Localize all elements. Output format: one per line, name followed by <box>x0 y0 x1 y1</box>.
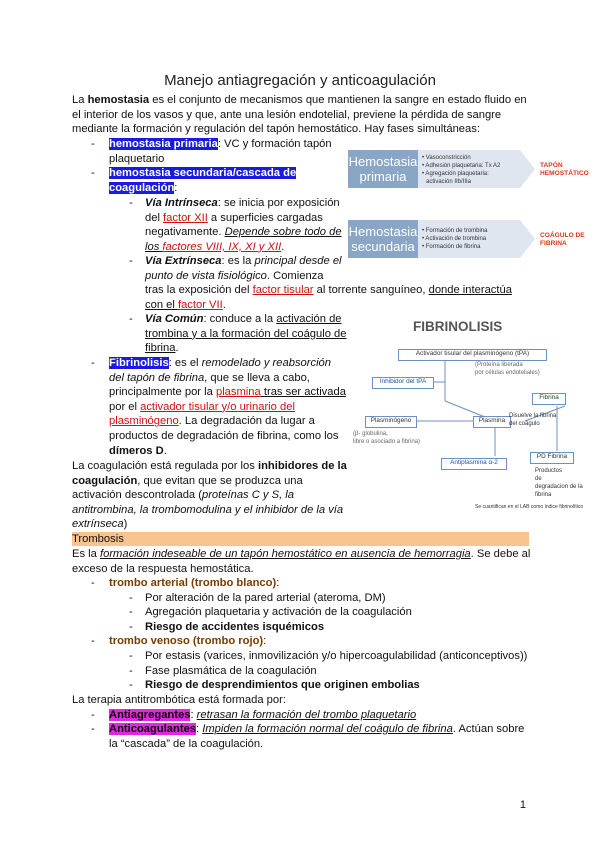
text: es el conjunto de mecanismos que mantienen la sangre en estado fluido en <box>149 94 527 106</box>
text: • Vasoconstricción <box>422 155 471 161</box>
text: trombina y a la formación del coágulo de <box>145 327 347 340</box>
text: • Agregación plaquetaria: <box>422 171 489 177</box>
bullet-dash: - <box>91 167 95 179</box>
page-number: 1 <box>519 799 526 811</box>
disuelve-note <box>509 412 556 428</box>
text: activación descontrolada ( <box>72 489 202 502</box>
page-title: Manejo antiagregación y anticoagulación <box>164 72 436 89</box>
text: : es la <box>221 255 255 267</box>
bullet-dash: - <box>91 635 95 647</box>
text: degradacion de la <box>535 484 583 490</box>
primaria-items <box>422 154 500 186</box>
list-item: Por estasis (varices, inmovilización y/o hipercoagulabilidad (anticonceptivos)) <box>145 650 528 662</box>
text: donde interactúa <box>428 284 512 296</box>
term-trombo-venoso: trombo venoso (trombo rojo) <box>109 635 264 647</box>
term-activador-tisular: activador tisular y/o urinario del <box>140 400 295 413</box>
text: antitrombina, la trombomodulina y el inhibidor de la vía <box>72 503 344 516</box>
box-hemostasia-primaria <box>348 150 418 188</box>
text: tras ser activada <box>260 386 346 399</box>
text: FIBRINA <box>540 240 567 247</box>
item-fibrinolisis <box>109 356 349 458</box>
text: productos de degradación de fibrina, como los <box>109 429 339 442</box>
term-via-comun: Vía Común <box>145 313 204 325</box>
pd-note <box>535 467 583 499</box>
text: . Comienza <box>266 269 324 282</box>
node-fibrina: Fibrina <box>532 393 566 405</box>
bullet-dash: - <box>91 357 95 369</box>
node-tpa: Activador tisular del plasminógeno (tPA) <box>398 349 547 361</box>
text: del tapón de fibrina <box>109 371 205 384</box>
text: Impiden la formación normal del coágulo de fibrina <box>202 723 453 735</box>
item-anticoagulantes <box>109 722 539 751</box>
text: . La degradación da lugar a <box>178 415 315 428</box>
text: : conduce a la <box>203 313 277 325</box>
text: Productos <box>535 468 563 474</box>
term-factor-xii: factor XII <box>163 211 208 224</box>
bullet-dash: - <box>91 577 95 589</box>
bullet-dash: - <box>129 665 133 677</box>
text: La coagulación está regulada por los <box>72 460 258 472</box>
text: la “cascada” de la coagulación. <box>109 737 264 750</box>
text: : es el <box>168 357 202 369</box>
fibrinolisis-diagram <box>345 316 595 516</box>
bullet-dash: - <box>129 606 133 618</box>
term-antiagregantes: Antiagregantes <box>109 709 191 721</box>
item-trombo-arterial <box>109 576 279 591</box>
term-anticoagulantes: Anticoagulantes <box>109 723 197 735</box>
text: principalmente por la <box>109 386 216 399</box>
text: proteínas C y S, la <box>201 489 295 502</box>
text: tras la exposición del <box>145 284 253 296</box>
text: de <box>535 476 542 482</box>
secundaria-items <box>422 227 487 251</box>
result-tapon <box>540 162 589 178</box>
text: . <box>175 342 179 355</box>
term-trombo-arterial: trombo arterial (trombo blanco) <box>109 577 277 589</box>
item-via-intrinseca <box>145 196 355 254</box>
list-item: Fase plasmática de la coagulación <box>145 665 317 677</box>
node-pd-fibrina: PD Fibrina <box>530 452 574 464</box>
fibrinolisis-footer: Se cuantifican en el LAB como índice fibrinolítico <box>475 504 584 510</box>
list-item: Agregación plaquetaria y activación de la coagulación <box>145 606 412 618</box>
text: ) <box>123 518 128 531</box>
node-plasminogeno: Plasminógeno <box>365 416 417 428</box>
term-hemostasia: hemostasia <box>87 94 150 106</box>
text: principal desde el <box>254 255 342 267</box>
list-item: Riesgo de accidentes isquémicos <box>145 621 325 633</box>
bullet-dash: - <box>129 650 133 662</box>
text: : VC y formación tapón <box>217 138 332 150</box>
text: fibrina <box>535 492 552 498</box>
bullet-dash: - <box>129 592 133 604</box>
bullet-dash: - <box>129 621 133 633</box>
term-factores: factores VIII, IX, XI y XII <box>162 240 282 253</box>
text: • Activación de trombina <box>422 236 487 242</box>
bullet-dash: - <box>129 313 133 325</box>
bullet-dash: - <box>91 138 95 150</box>
term-hemostasia-primaria: hemostasia primaria <box>109 138 218 150</box>
text: : <box>196 723 203 735</box>
term-inhibidores: inhibidores de la <box>257 460 347 472</box>
text: , que evitan que se produzca una <box>137 474 303 487</box>
text: por células endoteliales) <box>475 370 540 376</box>
text: los <box>145 240 163 253</box>
term-hemostasia-secundaria: hemostasia secundaria/cascada de <box>109 167 297 179</box>
text: del <box>145 211 164 224</box>
text: Disuelve la fibrina <box>509 413 557 419</box>
text: La <box>72 94 88 106</box>
regulation-paragraph <box>72 459 362 532</box>
node-antiplasmina: Antiplasmina α-2 <box>441 458 507 470</box>
term-via-extrinseca: Vía Extrínseca <box>145 255 222 267</box>
text: formación indeseable de un tapón hemostático en ausencia de hemorragia <box>99 548 471 560</box>
text: • Formación de fibrina <box>422 244 481 250</box>
text: : <box>276 577 280 589</box>
fibrinolisis-title: FIBRINOLISIS <box>413 319 503 334</box>
term-plasmina: plasmina <box>215 386 261 399</box>
tpa-note <box>475 361 540 377</box>
text: activación de <box>276 313 342 325</box>
item-via-comun <box>145 312 355 356</box>
term-plasminogeno: plasminógeno <box>109 415 179 428</box>
term-factor-tisular: factor tisular <box>252 284 314 296</box>
trombosis-paragraph <box>72 547 532 576</box>
text: del coágulo <box>509 421 540 427</box>
term-via-intrinseca: Vía Intrínseca <box>145 197 218 209</box>
text: exceso de la respuesta hemostática. <box>72 562 254 575</box>
text: • Adhesión plaquetaria: Tx A2 <box>422 163 501 169</box>
item-antiagregantes <box>109 708 416 723</box>
text: : <box>190 709 197 721</box>
text: con el <box>145 298 178 311</box>
term-factor-vii: factor VII <box>177 298 223 311</box>
bullet-dash: - <box>91 709 95 721</box>
bullet-dash: - <box>129 197 133 209</box>
text: . <box>281 240 285 253</box>
term-coagulacion: coagulación <box>72 474 138 487</box>
text: . Se debe al <box>470 548 531 560</box>
text: HEMOSTÁTICO <box>540 170 589 177</box>
text: primaria <box>359 169 407 184</box>
text: . Actúan sobre <box>452 723 525 735</box>
text: : <box>263 635 267 647</box>
text: secundaria <box>351 239 415 254</box>
text: , que se lleva a cabo, <box>204 371 310 384</box>
text: TAPÓN <box>540 162 563 169</box>
text: punto de vista fisiológico <box>145 269 267 282</box>
plasminogeno-note <box>353 430 420 446</box>
item-via-extrinseca-cont <box>145 283 525 312</box>
term-coagulacion: coagulación <box>109 181 175 194</box>
result-coagulo <box>540 232 585 248</box>
text: negativamente. <box>145 226 225 239</box>
hemostasia-diagram <box>345 145 595 270</box>
list-item: Riesgo de desprendimientos que originen embolias <box>145 679 420 691</box>
text: mediante la formación y regulación del tapón hemostático. Hay fases simultáneas: <box>72 123 480 136</box>
text: libre o asociado a fibrina) <box>353 439 421 445</box>
text: : se inicia por exposición <box>217 197 340 209</box>
text: . <box>163 444 167 457</box>
text: (β- globulina, <box>353 431 388 437</box>
text: al torrente sanguíneo, <box>313 284 429 296</box>
term-fibrinolisis: Fibrinolisis <box>109 357 169 369</box>
text: COÁGULO DE <box>540 232 585 239</box>
node-plasmina: Plasmina <box>473 416 511 428</box>
text: plaquetario <box>109 152 165 165</box>
bullet-dash: - <box>129 255 133 267</box>
item-via-extrinseca <box>145 254 365 283</box>
text: a superficies cargadas <box>207 211 323 224</box>
bullet-dash: - <box>91 723 95 735</box>
item-primaria <box>109 137 349 166</box>
section-heading-trombosis: Trombosis <box>72 533 124 545</box>
list-item: Por alteración de la pared arterial (ateroma, DM) <box>145 592 386 604</box>
terapia-text: La terapia antitrombótica está formada por: <box>72 694 286 706</box>
term-dimeros-d: dímeros D <box>109 444 164 457</box>
text: Depende sobre todo de <box>224 226 342 239</box>
text: • Formación de trombina <box>422 228 488 234</box>
text: . <box>222 298 226 311</box>
text: por el <box>109 400 141 413</box>
intro-paragraph <box>72 93 532 137</box>
text: retrasan la formación del trombo plaquetario <box>196 709 417 721</box>
item-secundaria <box>109 166 349 195</box>
node-inhibidor-tpa: Inhibidor del tPA <box>372 377 434 389</box>
item-trombo-venoso <box>109 634 266 649</box>
text: el interior de los vasos y que, ante una lesión endotelial, previene la pérdida de sangre <box>72 108 502 121</box>
bullet-dash: - <box>129 679 133 691</box>
text: Es la <box>72 548 100 560</box>
text: fibrina <box>145 342 176 355</box>
text: Hemostasia <box>348 154 418 169</box>
text: remodelado y reabsorción <box>201 357 332 369</box>
section-heading-bar <box>72 532 529 546</box>
text: Hemostasia <box>348 224 418 239</box>
text: : <box>174 181 178 194</box>
text: extrínseca <box>72 518 124 531</box>
box-hemostasia-secundaria <box>348 220 418 258</box>
text: activación IIb/IIIa <box>426 179 472 185</box>
text: (Proteína liberada <box>475 362 523 368</box>
